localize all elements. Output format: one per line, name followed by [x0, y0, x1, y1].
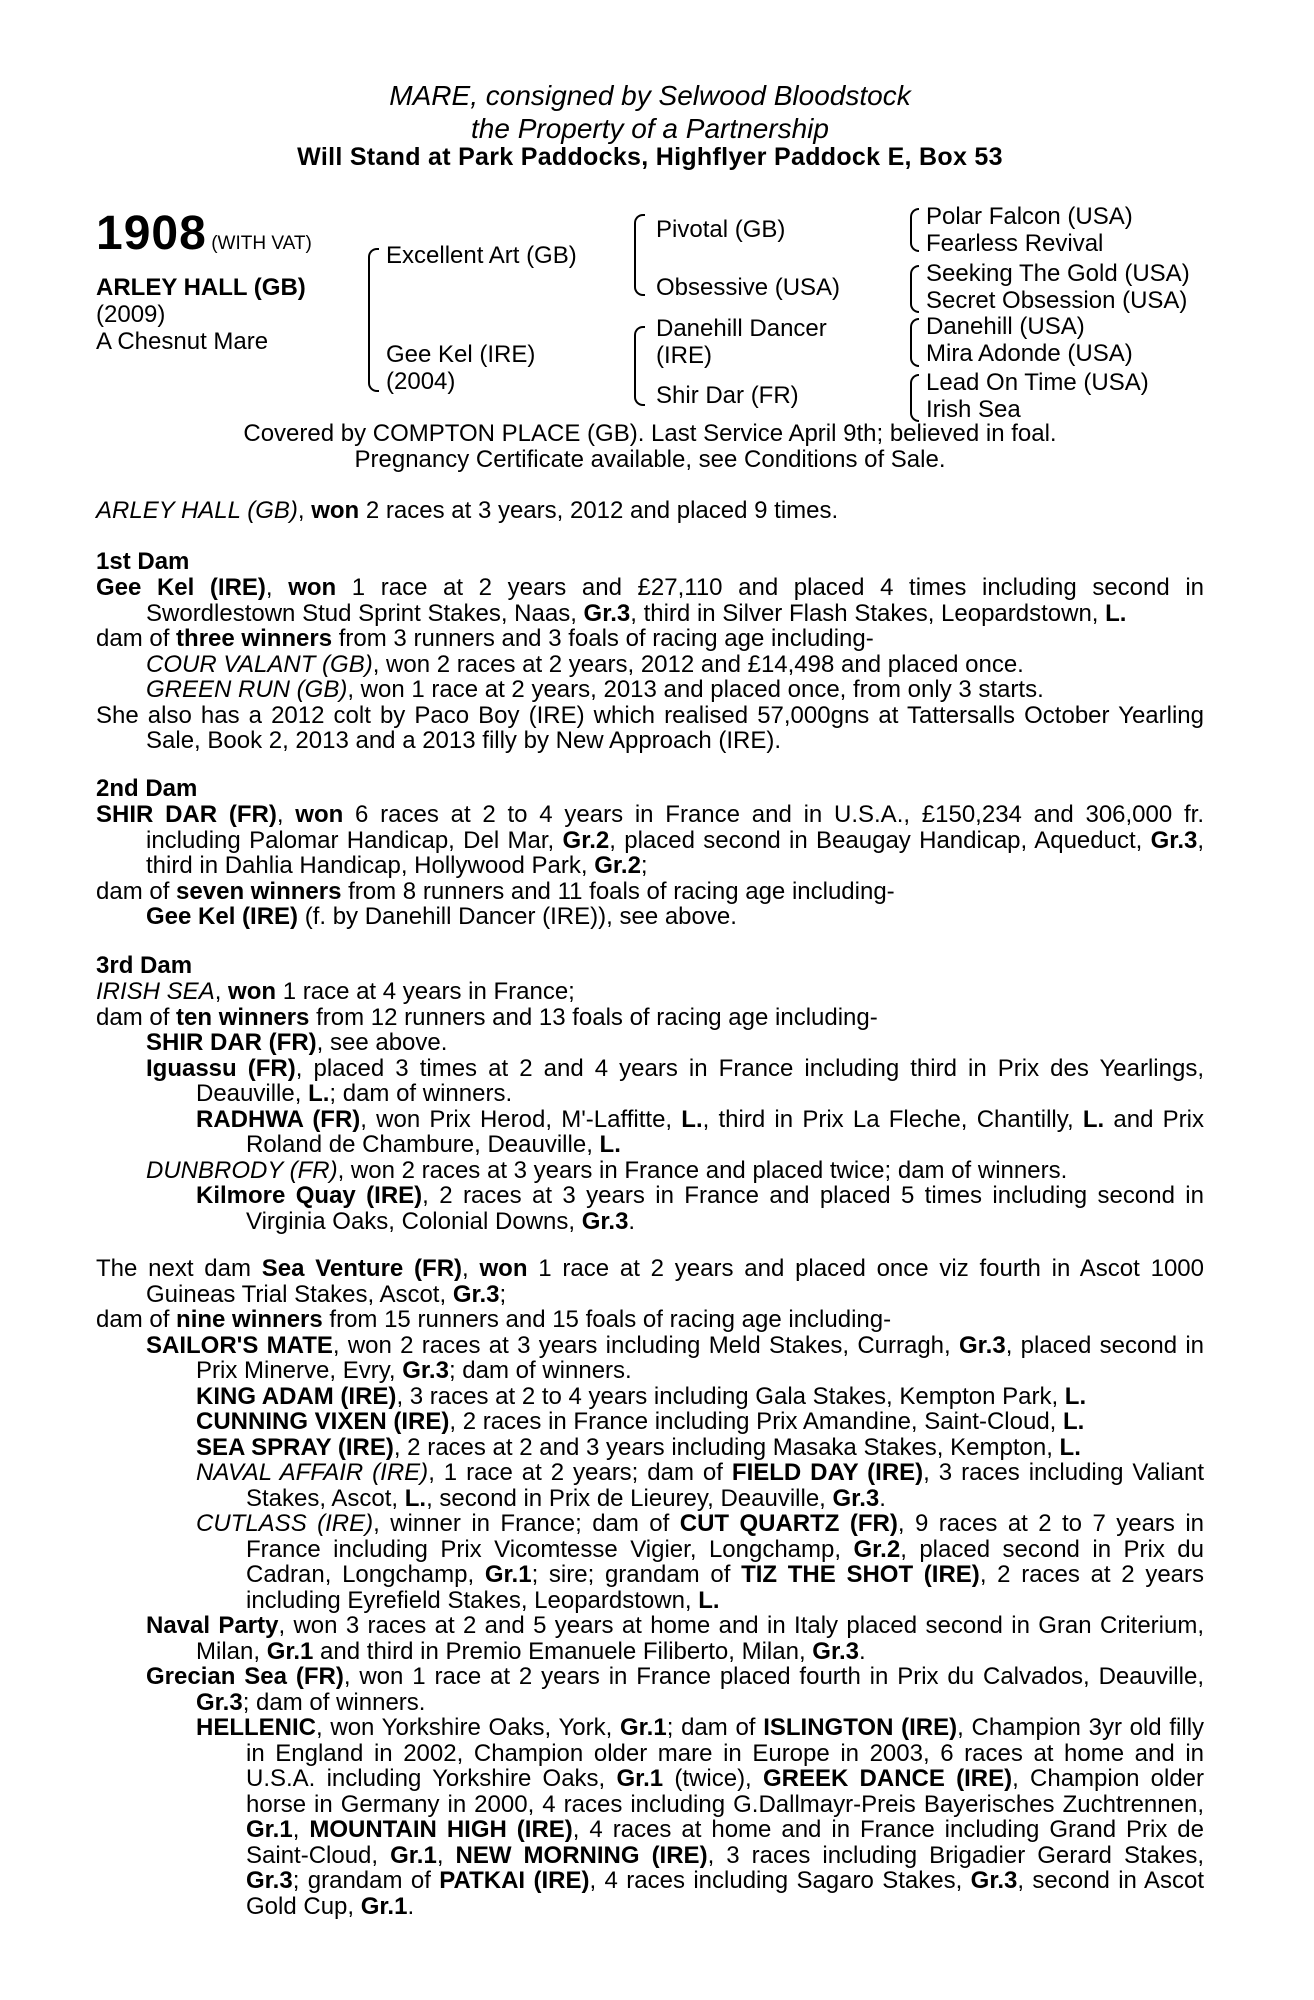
pedigree-brace-main [368, 248, 379, 392]
pedigree-dam: Gee Kel (IRE) [386, 341, 536, 368]
horse-description: A Chesnut Mare [96, 328, 269, 355]
property-line: the Property of a Partnership [471, 113, 829, 144]
covering-line: Covered by COMPTON PLACE (GB). Last Service April 9th; believed in foal. [243, 420, 1057, 447]
lot-number: 1908 [96, 207, 207, 260]
horse-name: ARLEY HALL (GB) [96, 274, 306, 301]
second-dam-section [96, 776, 1204, 930]
pedigree-sd-sire: Seeking The Gold (USA) [926, 260, 1190, 287]
first-dam-foal-1: COUR VALANT (GB), won 2 races at 2 years, 2012 and £14,498 and placed once. [146, 650, 1024, 678]
third-dam-foal-3: DUNBRODY (FR), won 2 races at 3 years in France and placed twice; dam of winners. [146, 1156, 1068, 1184]
next-dam-section [96, 1256, 1204, 1919]
pedigree-dd-dam: Irish Sea [926, 396, 1021, 423]
sea-spray: SEA SPRAY (IRE), 2 races at 2 and 3 years including Masaka Stakes, Kempton, L. [196, 1433, 1081, 1461]
third-dam-foal-2: Iguassu (FR), placed 3 times at 2 and 4 years in France including third in Prix des Yearlings, Deauville, L.; dam of winners. [146, 1054, 1205, 1107]
cutlass: CUTLASS (IRE), winner in France; dam of CUT QUARTZ (FR), 9 races at 2 to 7 years in France including Prix Vicomtesse Vigier, Longchamp, Gr.2, placed second in Prix du Cadran, Longchamp, Gr.1; sire; grandam of TIZ THE SHOT (IRE), 2 races at 2 years including Eyrefield Stakes, Leopardstown, L. [196, 1510, 1205, 1614]
pregnancy-line: Pregnancy Certificate available, see Conditions of Sale. [354, 446, 946, 473]
second-dam-foal-1: Gee Kel (IRE) (f. by Danehill Dancer (IRE)), see above. [146, 903, 737, 930]
king-adam: KING ADAM (IRE), 3 races at 2 to 4 years including Gala Stakes, Kempton Park, L. [196, 1382, 1087, 1410]
pedigree-sire-sire: Pivotal (GB) [656, 216, 786, 243]
next-dam-record: The next dam Sea Venture (FR), won 1 race at 2 years and placed once viz fourth in Ascot 1000 Guineas Trial Stakes, Ascot, Gr.3; [96, 1255, 1204, 1308]
first-dam-produce: dam of three winners from 3 runners and 3 foals of racing age including- [96, 625, 874, 652]
third-dam-section [96, 953, 1204, 1234]
pedigree-ds-sire: Danehill (USA) [926, 313, 1085, 340]
hellenic: HELLENIC, won Yorkshire Oaks, York, Gr.1; dam of ISLINGTON (IRE), Champion 3yr old filly in England in 2002, Champion older mare in Europe in 2003, 6 races at home and in U.S.A. including Yorkshire Oaks, Gr.1 (twice), GREEK DANCE (IRE), Champion older horse in Germany in 2000, 4 races including G.Dallmayr-Preis Bayerisches Zuchtrennen, Gr.1, MOUNTAIN HIGH (IRE), 4 races at home and in France including Grand Prix de Saint-Cloud, Gr.1, NEW MORNING (IRE), 3 races including Brigadier Gerard Stakes, Gr.3; grandam of PATKAI (IRE), 4 races including Sagaro Stakes, Gr.3, second in Ascot Gold Cup, Gr.1. [196, 1714, 1205, 1920]
vat-note: (WITH VAT) [211, 233, 312, 254]
first-dam-also: She also has a 2012 colt by Paco Boy (IRE) which realised 57,000gns at Tattersalls October Yearling Sale, Book 2, 2013 and a 2013 filly by New Approach (IRE). [96, 701, 1204, 754]
second-dam-record: SHIR DAR (FR), won 6 races at 2 to 4 years in France and in U.S.A., £150,234 and 306,000 fr. including Palomar Handicap, Del Mar, Gr.2, placed second in Beaugay Handicap, Aqueduct, Gr.3, third in Dahlia Handicap, Hollywood Park, Gr.2; [96, 801, 1205, 879]
pedigree-brace-ss [910, 208, 919, 252]
pedigree-dam-year: (2004) [386, 368, 456, 395]
cunning-vixen: CUNNING VIXEN (IRE), 2 races in France including Prix Amandine, Saint-Cloud, L. [196, 1408, 1085, 1435]
first-dam-section [96, 549, 1204, 754]
first-dam-foal-2: GREEN RUN (GB), won 1 race at 2 years, 2013 and placed once, from only 3 starts. [146, 676, 1044, 703]
pedigree-dam-dam: Shir Dar (FR) [656, 382, 799, 409]
summary-won: won [311, 497, 360, 524]
first-dam-heading: 1st Dam [96, 548, 190, 575]
pedigree-sire-dam: Obsessive (USA) [656, 274, 841, 301]
foaling-year: (2009) [96, 301, 166, 328]
pedigree-sd-dam: Secret Obsession (USA) [926, 287, 1188, 314]
next-dam-produce: dam of nine winners from 15 runners and 15 foals of racing age including- [96, 1306, 892, 1333]
summary-horse-name: ARLEY HALL (GB) [96, 497, 298, 524]
race-summary: ARLEY HALL (GB), won 2 races at 3 years, 2012 and placed 9 times. [96, 497, 839, 524]
pedigree-brace-sd [910, 265, 919, 313]
lot-number-block [96, 206, 312, 261]
pedigree-ss-dam: Fearless Revival [926, 230, 1104, 257]
third-dam-grandfoal-2: Kilmore Quay (IRE), 2 races at 3 years in France and placed 5 times including second in Virginia Oaks, Colonial Downs, Gr.3. [196, 1182, 1204, 1235]
pedigree-brace-dam [634, 326, 645, 406]
stabling-line: Will Stand at Park Paddocks, Highflyer Paddock E, Box 53 [297, 143, 1003, 171]
third-dam-foal-1: SHIR DAR (FR), see above. [146, 1029, 448, 1056]
first-dam-record: Gee Kel (IRE), won 1 race at 2 years and £27,110 and placed 4 times including second in Swordlestown Stud Sprint Stakes, Naas, Gr.3, third in Silver Flash Stakes, Leopardstown, L. [96, 574, 1205, 627]
pedigree-sire: Excellent Art (GB) [386, 242, 577, 269]
pedigree-ss-sire: Polar Falcon (USA) [926, 203, 1133, 230]
naval-affair: NAVAL AFFAIR (IRE), 1 race at 2 years; dam of FIELD DAY (IRE), 3 races including Valiant Stakes, Ascot, L., second in Prix de Lieurey, Deauville, Gr.3. [196, 1459, 1205, 1512]
pedigree-brace-dd [910, 374, 919, 422]
pedigree-ds-dam: Mira Adonde (USA) [926, 340, 1133, 367]
third-dam-produce: dam of ten winners from 12 runners and 13 foals of racing age including- [96, 1003, 878, 1031]
consignor-line: MARE, consigned by Selwood Bloodstock [389, 80, 911, 111]
second-dam-produce: dam of seven winners from 8 runners and 11 foals of racing age including- [96, 877, 895, 905]
pedigree-dd-sire: Lead On Time (USA) [926, 369, 1149, 396]
pedigree-brace-sire [634, 214, 645, 296]
naval-party: Naval Party, won 3 races at 2 and 5 years at home and in Italy placed second in Gran Criterium, Milan, Gr.1 and third in Premio Emanuele Filiberto, Milan, Gr.3. [146, 1612, 1204, 1665]
third-dam-record: IRISH SEA, won 1 race at 4 years in France; [96, 978, 575, 1005]
pedigree-dam-sire-line1: Danehill Dancer [656, 315, 827, 342]
second-dam-heading: 2nd Dam [96, 775, 198, 802]
pedigree-dam-sire-line2: (IRE) [656, 342, 712, 369]
grecian-sea: Grecian Sea (FR), won 1 race at 2 years in France placed fourth in Prix du Calvados, Deauville, Gr.3; dam of winners. [146, 1663, 1204, 1716]
summary-rest: 2 races at 3 years, 2012 and placed 9 times. [359, 497, 839, 524]
third-dam-heading: 3rd Dam [96, 952, 193, 979]
pedigree-brace-ds [910, 318, 919, 367]
third-dam-grandfoal-1: RADHWA (FR), won Prix Herod, M'-Laffitte, L., third in Prix La Fleche, Chantilly, L. and Prix Roland de Chambure, Deauville, L. [196, 1105, 1204, 1158]
sailors-mate: SAILOR'S MATE, won 2 races at 3 years including Meld Stakes, Curragh, Gr.3, placed second in Prix Minerve, Evry, Gr.3; dam of winners. [146, 1331, 1205, 1384]
